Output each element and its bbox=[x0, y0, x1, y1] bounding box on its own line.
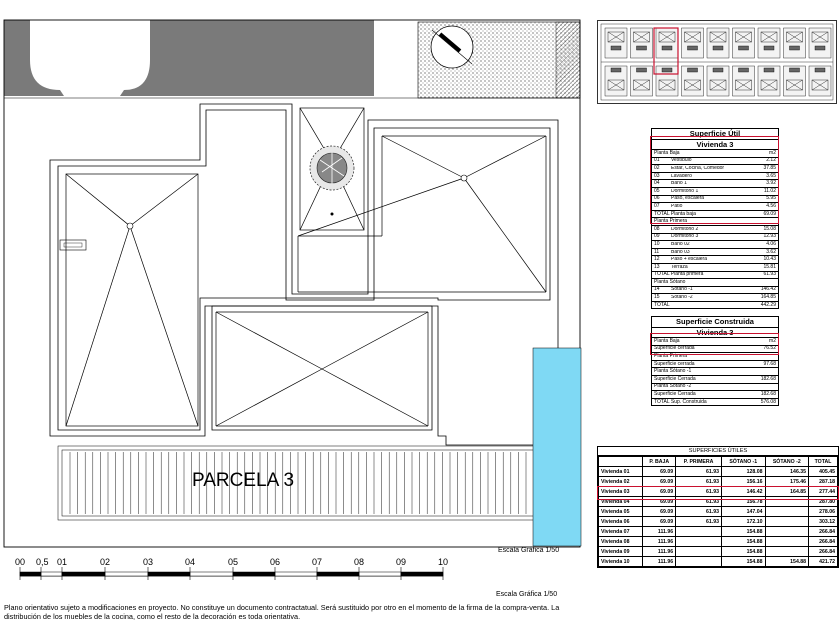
baja-row bbox=[652, 158, 778, 166]
construida-row-label: Planta Sótano -1 bbox=[654, 368, 692, 375]
summary-cell: 61.93 bbox=[676, 507, 722, 517]
thumb-shape bbox=[637, 68, 647, 72]
scale-segment bbox=[190, 572, 233, 576]
summary-cell: 421.72 bbox=[809, 557, 838, 567]
superficie-construida-table bbox=[651, 316, 779, 406]
row-number: 12 bbox=[654, 256, 660, 263]
summary-cell: 175.46 bbox=[765, 477, 809, 487]
row-value: 12.93 bbox=[763, 233, 776, 240]
thumb-shape bbox=[713, 68, 723, 72]
thumb-shape bbox=[764, 68, 774, 72]
row-name: Patio bbox=[671, 203, 683, 209]
construida-row-label: Superficie Cerrada bbox=[654, 375, 696, 382]
primera-row bbox=[652, 264, 778, 272]
construida-title: Superficie Construida bbox=[652, 317, 778, 328]
row-value: 10.43 bbox=[763, 256, 776, 263]
construida-row-label: TOTAL Sup. Construida bbox=[654, 398, 707, 405]
baja-row bbox=[652, 173, 778, 181]
row-name: Lavadero bbox=[671, 173, 692, 179]
total-baja-label: TOTAL Planta baja bbox=[654, 210, 696, 217]
summary-cell bbox=[765, 527, 809, 537]
planta-baja-label: Planta Baja bbox=[654, 150, 680, 156]
thumb-shape bbox=[815, 68, 825, 72]
row-name: Estar, Cocina, Comedor bbox=[671, 165, 725, 171]
row-value: 3.62 bbox=[766, 248, 776, 255]
row-number: 14 bbox=[654, 286, 660, 293]
thumb-shape bbox=[688, 68, 698, 72]
scale-segment bbox=[62, 572, 105, 576]
compass-icon bbox=[431, 26, 473, 68]
row-number: 06 bbox=[654, 195, 660, 202]
scale-tick-label: 08 bbox=[354, 557, 365, 567]
summary-cell bbox=[676, 547, 722, 557]
summary-row-label: Vivienda 04 bbox=[599, 497, 643, 507]
row-number: 01 bbox=[654, 157, 660, 164]
thumb-shape bbox=[631, 28, 653, 58]
summary-cell bbox=[765, 547, 809, 557]
summary-header-cell: TOTAL bbox=[809, 457, 838, 467]
summary-row bbox=[599, 507, 838, 517]
baja-row bbox=[652, 180, 778, 188]
construida-row-label: Superficie cerrada bbox=[654, 345, 695, 352]
scale-tick-label: 07 bbox=[312, 557, 323, 567]
construida-row-value: 182.68 bbox=[760, 375, 776, 382]
sotano-row bbox=[652, 287, 778, 295]
summary-cell: 146.42 bbox=[721, 487, 765, 497]
row-name: Paso + escalera bbox=[671, 257, 707, 263]
superficie-util-table bbox=[651, 128, 779, 309]
scale-segment bbox=[148, 572, 190, 576]
summary-cell: 277.44 bbox=[809, 487, 838, 497]
thumb-shape bbox=[611, 46, 621, 50]
summary-cell: 156.16 bbox=[721, 477, 765, 487]
row-value: 164.85 bbox=[760, 294, 776, 301]
unit-label: m2 bbox=[769, 150, 776, 156]
scale-segment bbox=[359, 572, 401, 576]
summary-cell: 69.09 bbox=[643, 517, 676, 527]
summary-cell: 61.93 bbox=[676, 497, 722, 507]
summary-cell: 69.09 bbox=[643, 487, 676, 497]
row-name: Terraza bbox=[671, 264, 688, 270]
construida-row bbox=[652, 384, 778, 392]
scale-tick-label: 02 bbox=[100, 557, 111, 567]
summary-row bbox=[599, 477, 838, 487]
row-number: 05 bbox=[654, 187, 660, 194]
summary-cell: 147.04 bbox=[721, 507, 765, 517]
row-name: Dormitorio 2 bbox=[671, 226, 699, 232]
row-value: 3.65 bbox=[766, 172, 776, 179]
summary-cell: 154.88 bbox=[721, 527, 765, 537]
thumb-shape bbox=[682, 28, 704, 58]
row-number: 15 bbox=[654, 294, 660, 301]
construida-row bbox=[652, 361, 778, 369]
row-value: 15.81 bbox=[763, 263, 776, 270]
thumb-shape bbox=[758, 28, 780, 58]
summary-cell bbox=[765, 517, 809, 527]
summary-cell: 111.96 bbox=[643, 527, 676, 537]
roof-lines bbox=[66, 108, 546, 426]
summary-header-cell bbox=[599, 457, 643, 467]
summary-cell: 146.35 bbox=[765, 467, 809, 477]
summary-cell: 69.09 bbox=[643, 507, 676, 517]
footnote-line-1: Plano orientativo sujeto a modificaciones en proyecto. No constituye un documento contractatual. Será sustituido por otro en el momento de la firma de la compra-venta. La bbox=[4, 603, 560, 612]
thumb-shape bbox=[656, 28, 678, 58]
row-name: Dormitorio 1 bbox=[671, 188, 699, 194]
thumb-shape bbox=[784, 28, 806, 58]
row-value: 2.12 bbox=[766, 157, 776, 164]
scale-tick-label: 03 bbox=[143, 557, 154, 567]
summary-cell: 172.10 bbox=[721, 517, 765, 527]
footnote-line-2: distribución de los muebles de la cocina, como el resto de la decoración es toda orientativa. bbox=[4, 612, 301, 622]
summary-header-cell: P. BAJA bbox=[643, 457, 676, 467]
row-name: Dormitorio 3 bbox=[671, 234, 699, 240]
scale-tick-label: 09 bbox=[396, 557, 407, 567]
row-value: 37.85 bbox=[763, 165, 776, 171]
summary-cell: 61.93 bbox=[676, 487, 722, 497]
thumb-shape bbox=[739, 46, 749, 50]
scale-tick-label: 04 bbox=[185, 557, 196, 567]
row-value: 4.06 bbox=[766, 241, 776, 247]
row-value: 3.92 bbox=[766, 180, 776, 187]
thumb-shape bbox=[662, 68, 672, 72]
row-name: Baño 1 bbox=[671, 181, 687, 187]
summary-cell: 154.88 bbox=[765, 557, 809, 567]
thumb-shape bbox=[790, 68, 800, 72]
row-number: 11 bbox=[654, 248, 660, 255]
summary-cell: 266.84 bbox=[809, 547, 838, 557]
row-number: 07 bbox=[654, 203, 660, 209]
superficies-utiles-summary bbox=[597, 446, 839, 568]
summary-row-label: Vivienda 08 bbox=[599, 537, 643, 547]
summary-cell: 69.09 bbox=[643, 497, 676, 507]
pergola-slats bbox=[70, 452, 549, 514]
total-baja-value: 69.09 bbox=[763, 210, 776, 217]
total-primera-label: TOTAL Planta primera bbox=[654, 271, 704, 278]
summary-row bbox=[599, 557, 838, 567]
summary-cell: 278.06 bbox=[809, 507, 838, 517]
construida-row-label: Planta Baja bbox=[654, 338, 680, 344]
thumb-shape bbox=[662, 46, 672, 50]
row-number: 04 bbox=[654, 180, 660, 187]
thumb-shape bbox=[815, 46, 825, 50]
summary-row-label: Vivienda 05 bbox=[599, 507, 643, 517]
scale-tick-label: 00 bbox=[15, 557, 26, 567]
scale-tick-label: 06 bbox=[270, 557, 281, 567]
summary-cell: 128.08 bbox=[721, 467, 765, 477]
summary-cell: 111.96 bbox=[643, 537, 676, 547]
baja-row bbox=[652, 196, 778, 204]
construida-row bbox=[652, 368, 778, 376]
thumb-shape bbox=[809, 28, 831, 58]
construida-row-value: 182.68 bbox=[760, 391, 776, 397]
thumb-shape bbox=[605, 28, 627, 58]
summary-header-cell: SÓTANO -2 bbox=[765, 457, 809, 467]
summary-row bbox=[599, 527, 838, 537]
row-name: Vestíbulo bbox=[671, 158, 692, 164]
total-primera-value: 61.93 bbox=[763, 271, 776, 278]
row-number: 08 bbox=[654, 225, 660, 232]
summary-cell: 111.96 bbox=[643, 547, 676, 557]
construida-subtitle: Vivienda 3 bbox=[652, 328, 778, 339]
summary-row bbox=[599, 547, 838, 557]
construida-row-label: Superficie cerrada bbox=[654, 360, 695, 367]
tree-icon bbox=[310, 146, 354, 190]
primera-row bbox=[652, 226, 778, 234]
scale-segment bbox=[275, 572, 317, 576]
summary-cell: 266.84 bbox=[809, 537, 838, 547]
row-name: Paso, escalera bbox=[671, 196, 705, 202]
scale-segment bbox=[317, 572, 359, 576]
summary-row-label: Vivienda 09 bbox=[599, 547, 643, 557]
summary-cell: 61.93 bbox=[676, 467, 722, 477]
scale-segment bbox=[401, 572, 443, 576]
house-walls bbox=[50, 104, 558, 445]
construida-row bbox=[652, 346, 778, 354]
thumb-shape bbox=[707, 28, 729, 58]
primera-row bbox=[652, 234, 778, 242]
row-value: 146.42 bbox=[760, 286, 776, 293]
construida-row-value: 576.08 bbox=[760, 398, 776, 405]
footnote bbox=[4, 603, 584, 621]
construida-row bbox=[652, 391, 778, 399]
construida-row bbox=[652, 338, 778, 346]
primera-row bbox=[652, 256, 778, 264]
construida-row bbox=[652, 399, 778, 406]
summary-cell: 266.84 bbox=[809, 527, 838, 537]
summary-row bbox=[599, 467, 838, 477]
summary-row-label: Vivienda 03 bbox=[599, 487, 643, 497]
thumb-shape bbox=[688, 46, 698, 50]
thumb-shape bbox=[790, 46, 800, 50]
construida-row bbox=[652, 376, 778, 384]
summary-row bbox=[599, 487, 838, 497]
total-value: 442.29 bbox=[760, 301, 776, 308]
row-name: Baño 03 bbox=[671, 249, 690, 255]
construida-row-value: 76.52 bbox=[763, 345, 776, 352]
summary-row-label: Vivienda 07 bbox=[599, 527, 643, 537]
summary-cell bbox=[676, 537, 722, 547]
scale-label-top: Escala Gráfica 1/50 bbox=[498, 547, 560, 554]
scale-label-bottom: Escala Gráfica 1/50 bbox=[496, 591, 558, 598]
summary-cell: 154.88 bbox=[721, 537, 765, 547]
thumb-shape bbox=[713, 46, 723, 50]
summary-cell bbox=[765, 537, 809, 547]
key-plan-thumbnail bbox=[597, 20, 837, 104]
construida-row-label: Planta Sótano -2 bbox=[654, 383, 692, 390]
summary-row bbox=[599, 497, 838, 507]
row-number: 10 bbox=[654, 241, 660, 247]
scale-tick-label: 10 bbox=[438, 557, 449, 567]
summary-caption: SUPERFICIES ÚTILES bbox=[598, 447, 838, 456]
summary-cell bbox=[676, 557, 722, 567]
summary-header-cell: SÓTANO -1 bbox=[721, 457, 765, 467]
summary-cell: 287.80 bbox=[809, 497, 838, 507]
row-number: 03 bbox=[654, 172, 660, 179]
row-value: 15.08 bbox=[763, 225, 776, 232]
util-title: Superficie Útil bbox=[652, 129, 778, 140]
construida-row-label: Planta Primera bbox=[654, 353, 688, 359]
primera-row bbox=[652, 241, 778, 249]
summary-row-label: Vivienda 10 bbox=[599, 557, 643, 567]
row-name: Baño 02 bbox=[671, 241, 690, 247]
summary-cell: 111.96 bbox=[643, 557, 676, 567]
thumb-shape bbox=[764, 46, 774, 50]
parcel-label: PARCELA 3 bbox=[192, 470, 295, 491]
summary-row-label: Vivienda 02 bbox=[599, 477, 643, 487]
row-number: 09 bbox=[654, 233, 660, 240]
row-number: 13 bbox=[654, 263, 660, 270]
summary-cell: 61.93 bbox=[676, 517, 722, 527]
pool-area bbox=[533, 348, 581, 546]
summary-cell: 303.12 bbox=[809, 517, 838, 527]
summary-cell: 154.88 bbox=[721, 547, 765, 557]
summary-cell: 61.93 bbox=[676, 477, 722, 487]
summary-cell bbox=[765, 507, 809, 517]
scale-tick-label: 0,5 bbox=[36, 557, 49, 567]
summary-row bbox=[599, 537, 838, 547]
scale-segment bbox=[233, 572, 275, 576]
row-value: 4.56 bbox=[766, 203, 776, 209]
summary-cell bbox=[765, 497, 809, 507]
construida-row-value: m2 bbox=[769, 338, 776, 344]
summary-row-label: Vivienda 01 bbox=[599, 467, 643, 477]
row-value: 11.02 bbox=[763, 187, 776, 194]
planta-primera-label: Planta Primera bbox=[654, 218, 688, 225]
sotano-row bbox=[652, 294, 778, 302]
construida-row-label: Superficie Cerrada bbox=[654, 391, 696, 397]
baja-row bbox=[652, 203, 778, 211]
summary-cell: 156.78 bbox=[721, 497, 765, 507]
baja-row bbox=[652, 165, 778, 173]
summary-cell: 405.45 bbox=[809, 467, 838, 477]
row-value: 5.95 bbox=[766, 195, 776, 202]
scale-tick-label: 01 bbox=[57, 557, 68, 567]
summary-cell: 69.09 bbox=[643, 467, 676, 477]
scale-segment bbox=[105, 572, 148, 576]
summary-cell bbox=[676, 527, 722, 537]
thumb-shape bbox=[733, 28, 755, 58]
neighbor-block bbox=[4, 20, 374, 96]
summary-header-cell: P. PRIMERA bbox=[676, 457, 722, 467]
total-label: TOTAL bbox=[654, 301, 670, 308]
summary-row bbox=[599, 517, 838, 527]
scale-bar bbox=[15, 557, 448, 580]
construida-row bbox=[652, 353, 778, 361]
row-number: 02 bbox=[654, 165, 660, 171]
pergola bbox=[58, 446, 558, 520]
primera-row bbox=[652, 249, 778, 257]
summary-row-label: Vivienda 06 bbox=[599, 517, 643, 527]
planta-sotano-label: Planta Sótano bbox=[654, 279, 686, 285]
scale-tick-label: 05 bbox=[228, 557, 239, 567]
summary-cell: 287.18 bbox=[809, 477, 838, 487]
scale-segment bbox=[20, 572, 41, 576]
thumb-shape bbox=[637, 46, 647, 50]
scale-segment bbox=[41, 572, 62, 576]
row-name: Sótano -2 bbox=[671, 295, 693, 301]
summary-cell: 154.88 bbox=[721, 557, 765, 567]
row-name: Sótano -1 bbox=[671, 287, 693, 293]
construida-row-value: 97.68 bbox=[763, 360, 776, 367]
summary-cell: 164.85 bbox=[765, 487, 809, 497]
baja-row bbox=[652, 188, 778, 196]
util-subtitle: Vivienda 3 bbox=[652, 140, 778, 151]
thumb-shape bbox=[739, 68, 749, 72]
thumb-shape bbox=[611, 68, 621, 72]
summary-cell: 69.09 bbox=[643, 477, 676, 487]
